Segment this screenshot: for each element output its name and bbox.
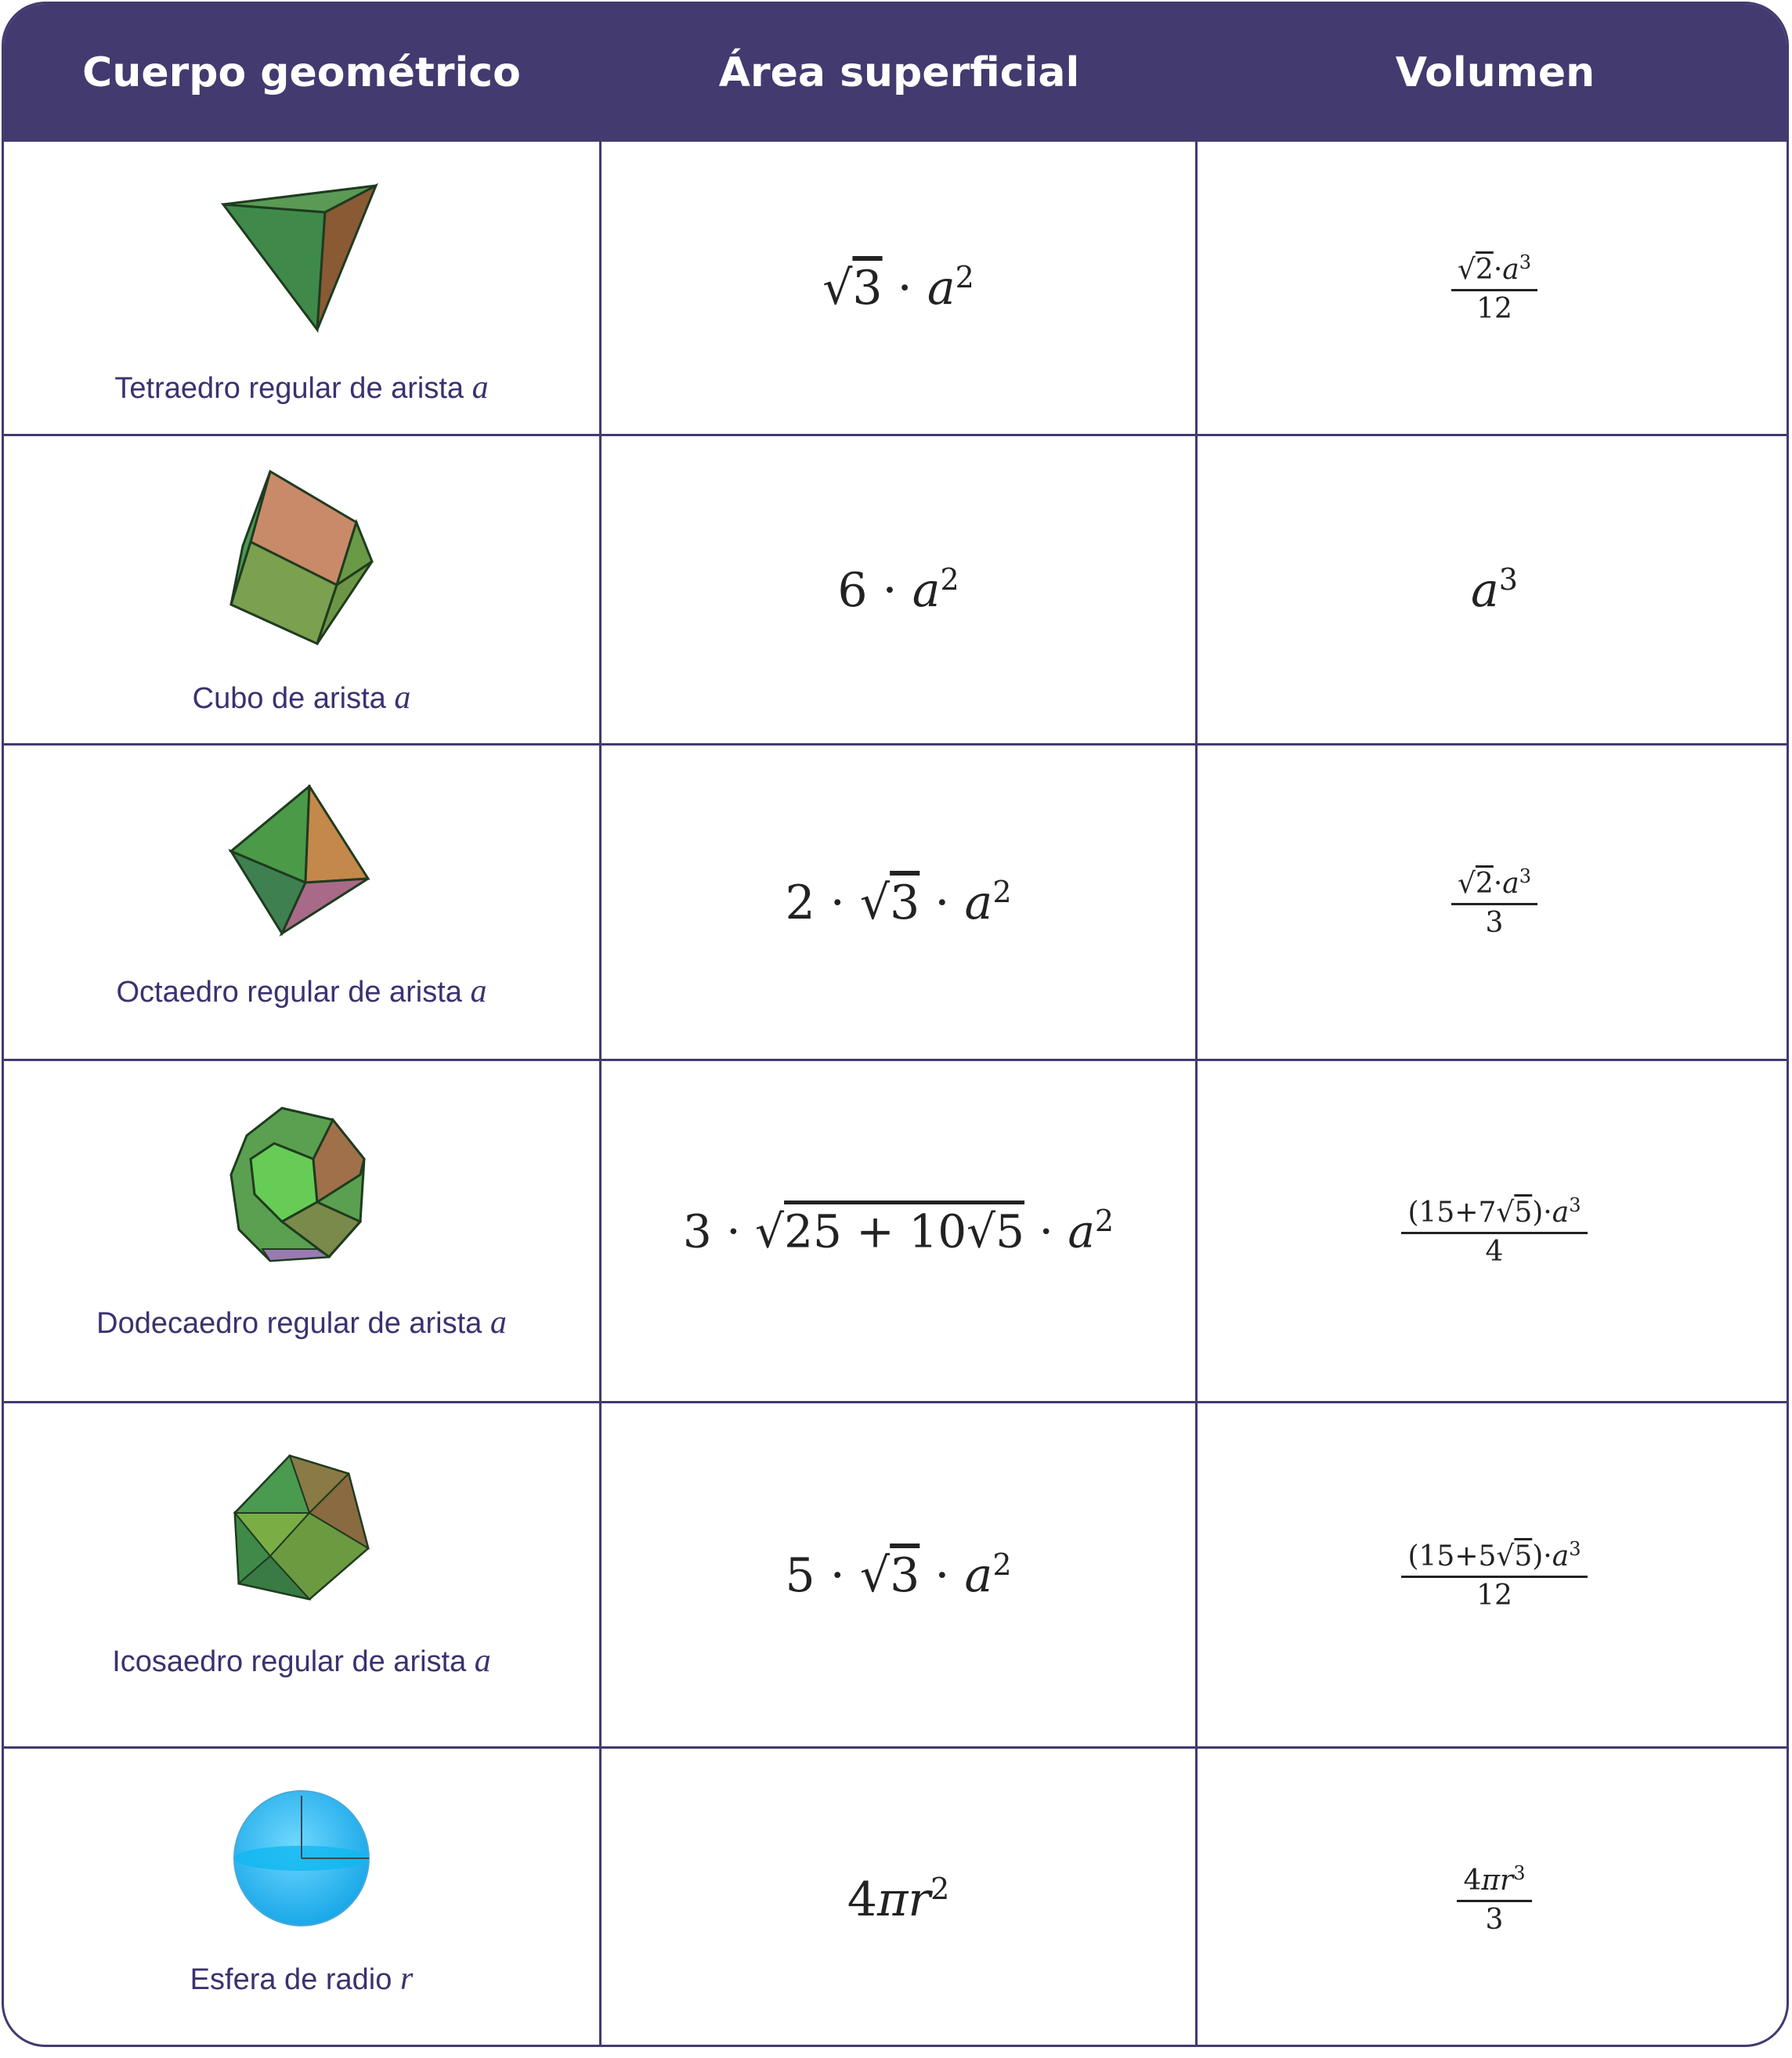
volume-text: √2·a³ / 3	[125, 2050, 137, 2054]
volume-text: √2·a³ / 12	[46, 2050, 60, 2054]
caption-text: Esfera de radio	[190, 1963, 392, 1996]
volume-cell	[1198, 1403, 1789, 1746]
area-formula: $3 \cdot √25 + 10√5 \cdot a^2$	[682, 1204, 1115, 1258]
row-caption	[4, 1642, 599, 1680]
caption-text: Octaedro regular de arista	[116, 976, 462, 1009]
icon-name: tetrahedron-icon	[13, 2050, 36, 2054]
caption-variable: a	[470, 973, 487, 1009]
table-row	[4, 1061, 1787, 1401]
caption-variable: r	[399, 1961, 414, 1997]
icon-name: icosahedron-icon	[215, 2050, 240, 2054]
sphere-icon	[4, 1788, 599, 1937]
tetrahedron-icon	[4, 181, 599, 338]
volume-text: (15+7√5)·a³ / 4	[193, 2050, 215, 2054]
caption-variable: a	[490, 1305, 507, 1341]
row-caption	[4, 369, 599, 406]
caption-variable: a	[394, 680, 411, 716]
area-text: 6 · a²	[75, 2050, 83, 2054]
table-row	[4, 746, 1787, 1059]
caption-text: Tetraedro regular de arista	[114, 372, 464, 405]
area-cell	[602, 1403, 1195, 1746]
table-row	[4, 1749, 1787, 2047]
volume-cell	[1198, 436, 1789, 743]
formula-text-store	[0, 2050, 1792, 2056]
icosahedron-icon	[4, 1454, 599, 1603]
volume-formula: $4\pi r^3$ 3	[1457, 1862, 1531, 1936]
area-cell	[602, 142, 1195, 434]
area-cell	[602, 436, 1195, 743]
header-area: Área superficial	[718, 49, 1080, 96]
icon-name: dodecahedron-icon	[137, 2050, 164, 2054]
volume-formula: $(15+5√5)\cdot a^3$ 12	[1401, 1538, 1587, 1612]
volume-cell	[1198, 1061, 1789, 1401]
area-formula: $4\pi r^2$	[847, 1871, 950, 1927]
caption-text: Dodecaedro regular de arista	[96, 1307, 482, 1340]
table-row	[4, 436, 1787, 743]
header-volume: Volumen	[1395, 49, 1595, 96]
area-text: √3 · a²	[36, 2050, 46, 2054]
volume-formula: $√2\cdot a^3$ 12	[1451, 251, 1537, 325]
area-text: 3 · √(25 + 10√5) · a²	[165, 2050, 193, 2054]
volume-cell	[1198, 1749, 1789, 2047]
caption-text: Icosaedro regular de arista	[112, 1645, 467, 1678]
area-text: 4πr²	[295, 2050, 302, 2054]
area-text: 2 · √3 · a²	[110, 2050, 125, 2054]
area-cell	[602, 1061, 1195, 1401]
caption-variable: a	[471, 370, 489, 406]
header-color-value: #433a70	[0, 2050, 13, 2054]
area-formula: $6 \cdot a^2$	[837, 561, 959, 618]
geometric-bodies-table	[2, 2, 1789, 2047]
area-cell	[602, 746, 1195, 1059]
caption-text: Cubo de arista	[192, 682, 386, 715]
volume-formula: $√2\cdot a^3$ 3	[1451, 865, 1537, 939]
table-row	[4, 142, 1787, 434]
octahedron-icon	[4, 785, 599, 941]
area-formula: $√3 \cdot a^2$	[822, 260, 974, 316]
row-caption	[4, 1304, 599, 1341]
icon-name: octahedron-icon	[87, 2050, 110, 2054]
table-header	[4, 4, 1787, 142]
row-caption	[4, 1960, 599, 1998]
header-body: Cuerpo geométrico	[82, 49, 521, 96]
volume-cell	[1198, 142, 1789, 434]
area-text: 5 · √3 · a²	[240, 2050, 255, 2054]
volume-cell	[1198, 746, 1789, 1059]
icon-name: sphere-icon	[278, 2050, 295, 2054]
volume-text: (15+5√5)·a³ / 12	[255, 2050, 278, 2054]
area-formula: $2 \cdot √3 \cdot a^2$	[785, 874, 1012, 930]
table-row	[4, 1403, 1787, 1746]
volume-text: a³	[83, 2050, 87, 2054]
row-caption	[4, 679, 599, 717]
icon-name: cube-icon	[60, 2050, 75, 2054]
area-cell	[602, 1749, 1195, 2047]
cube-icon	[4, 468, 599, 648]
volume-formula: $a^3$	[1471, 561, 1518, 618]
volume-formula: $(15+7√5)\cdot a^3$ 4	[1401, 1194, 1587, 1268]
row-caption	[4, 973, 599, 1010]
dodecahedron-icon	[4, 1104, 599, 1269]
volume-text: 4πr³ / 3	[302, 2050, 313, 2054]
area-formula: $5 \cdot √3 \cdot a^2$	[785, 1547, 1012, 1603]
caption-variable: a	[474, 1643, 491, 1679]
